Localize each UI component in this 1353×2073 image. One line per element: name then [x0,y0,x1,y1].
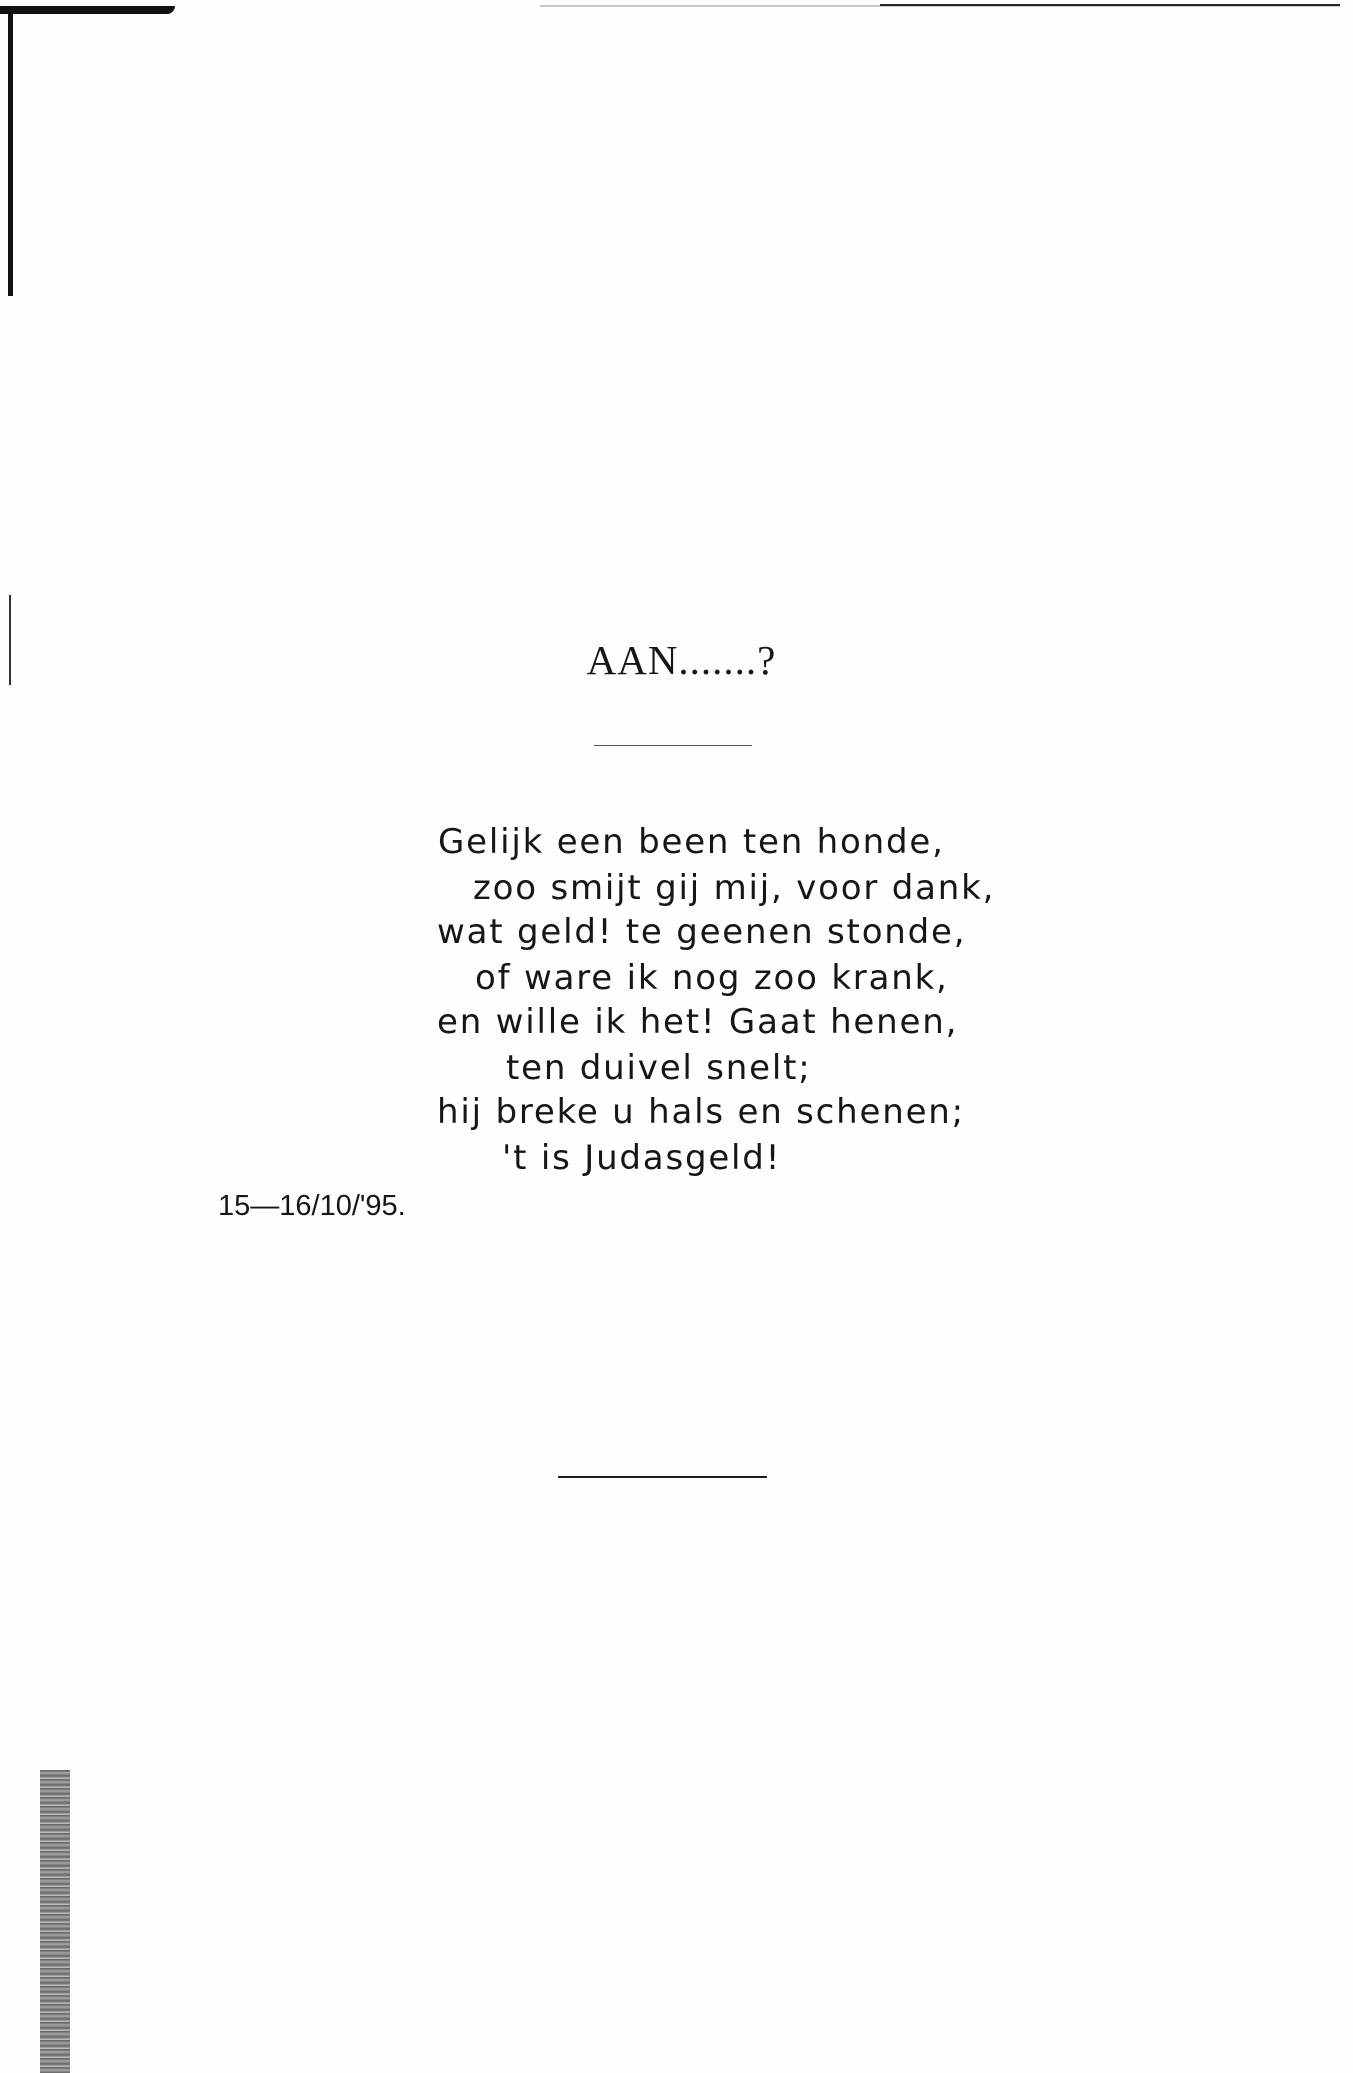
poem-line: zoo smijt gij mij, voor dank, [473,868,996,908]
end-divider [558,1476,767,1478]
title-divider [594,745,752,746]
poem-line: 't is Judasgeld! [502,1138,782,1178]
scan-corner-shadow [0,6,175,14]
poem-line: Gelijk een been ten honde, [438,822,945,862]
poem-title: AAN.......? [586,637,777,683]
poem-stanza [0,822,1353,1192]
scan-corner-shadow-vertical [8,6,13,296]
scan-binding-shadow [40,1770,70,2073]
poem-line: wat geld! te geenen stonde, [437,912,967,952]
poem-line: en wille ik het! Gaat henen, [437,1002,959,1042]
poem-line: of ware ik nog zoo krank, [475,958,949,998]
poem-line: hij breke u hals en schenen; [437,1092,965,1132]
poem-date: 15—16/10/'95. [218,1190,406,1222]
poem-line: ten duivel snelt; [506,1048,812,1088]
scan-edge-line-dark [880,4,1340,6]
